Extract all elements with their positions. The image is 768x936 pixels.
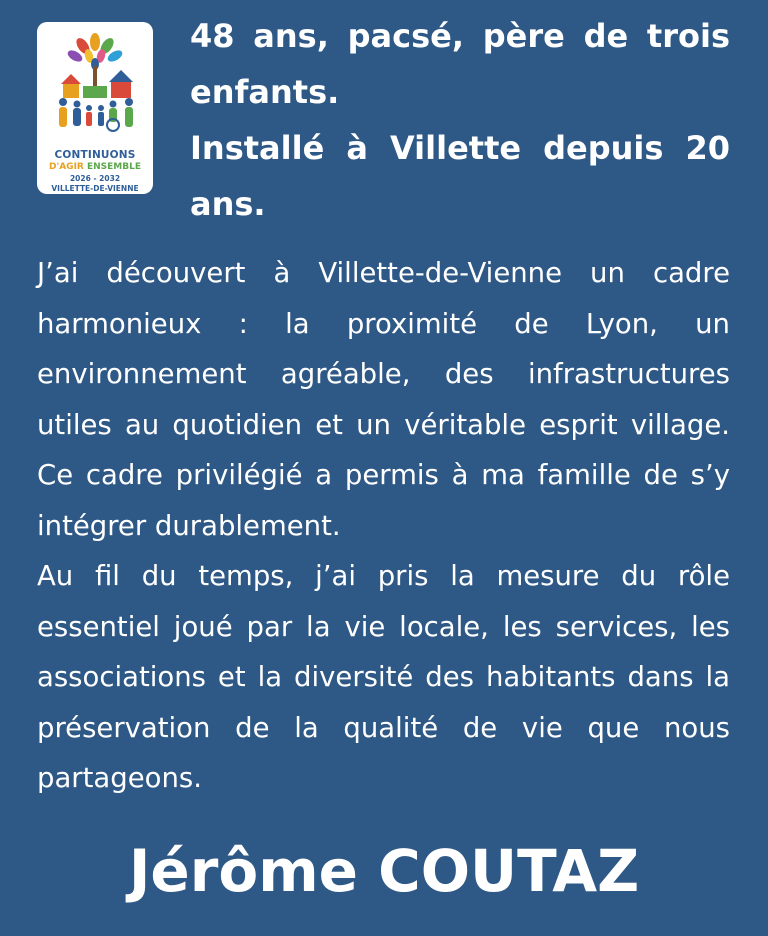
campaign-logo xyxy=(37,22,153,194)
intro-line-1: 48 ans, pacsé, père de trois enfants. xyxy=(190,17,730,111)
intro-text xyxy=(190,8,730,232)
logo-line-2-part1: D'AGIR xyxy=(48,162,84,172)
paragraph-1: J’ai découvert à Villette-de-Vienne un cadre harmonieux : la proximité de Lyon, un environnement agréable, des infrastructures utiles au quotidien et un véritable esprit village. Ce cadre privilégié a permis à ma famille de s’y intégrer durablement. xyxy=(37,257,730,542)
paragraph-2: Au fil du temps, j’ai pris la mesure du rôle essentiel joué par la vie locale, les services, les associations et la diversité des habitants dans la préservation de la qualité de vie que nous partageons. xyxy=(37,560,730,794)
logo-line-1: CONTINUONS xyxy=(54,149,136,161)
tree-houses-people-icon xyxy=(37,22,153,152)
logo-line-2 xyxy=(37,162,153,172)
logo-line-2-part2: ENSEMBLE xyxy=(86,162,141,172)
logo-line-4: VILLETTE-DE-VIENNE xyxy=(51,184,139,193)
logo-line-3: 2026 - 2032 xyxy=(69,174,121,183)
signature-name: Jérôme COUTAZ xyxy=(128,837,640,905)
body-text xyxy=(37,248,730,804)
intro-line-2: Installé à Villette depuis 20 ans. xyxy=(190,129,730,223)
